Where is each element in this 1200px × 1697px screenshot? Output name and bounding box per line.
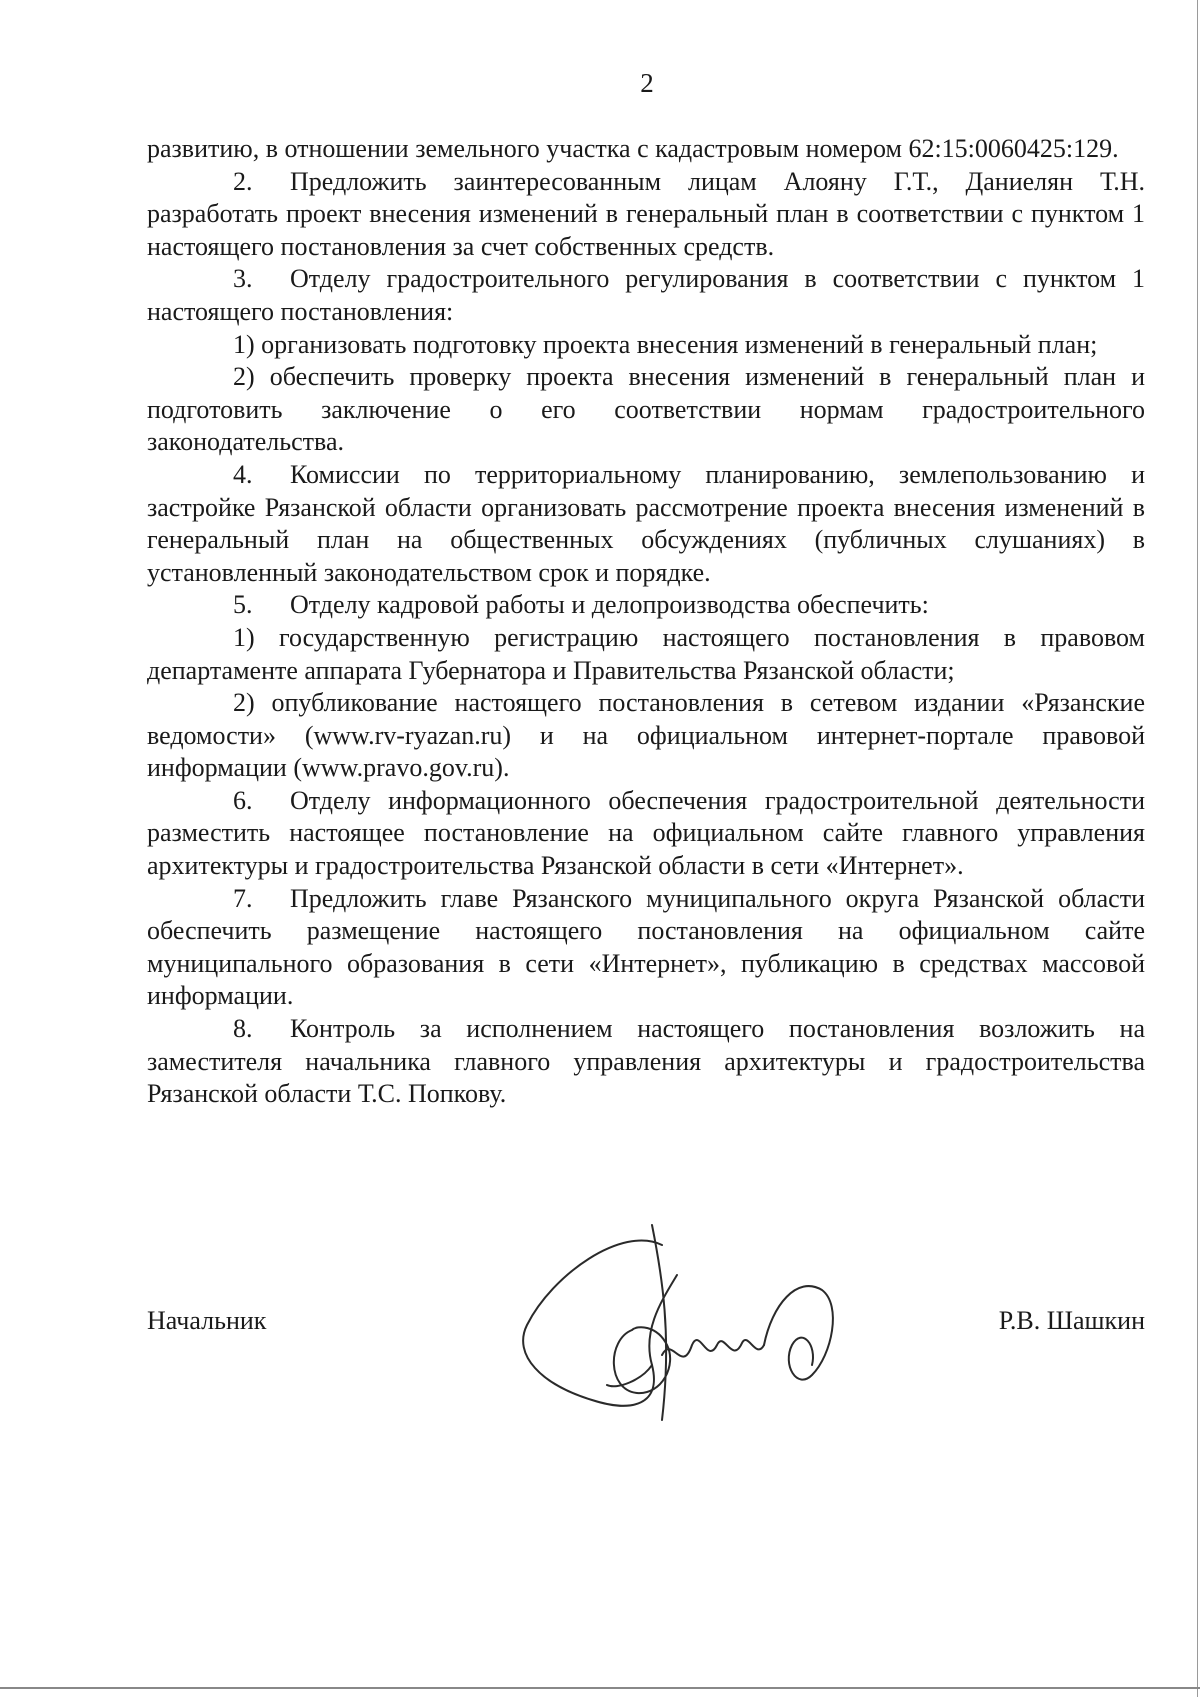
paragraph-continuation: развитию, в отношении земельного участка с кадастровым номером 62:15:0060425:129.: [147, 134, 1119, 163]
paragraph-8: 8. Контроль за исполнением настоящего постановления возложить на заместителя начальника главного управления архитектуры и градостроительства Рязанской области Т.С. Попкову.: [147, 1014, 1145, 1109]
paragraph-5: 5. Отделу кадровой работы и делопроизводства обеспечить:: [233, 590, 929, 620]
paragraph-5-item-2: 2) опубликование настоящего постановления в сетевом издании «Рязанские ведомости» (www.rv-ryazan.ru) и на официальном интернет-портале правовой информации (www.pravo.gov.ru).: [147, 688, 1145, 783]
signatory-name: Р.В. Шашкин: [998, 1306, 1145, 1335]
scan-edge-line: [1197, 0, 1198, 1697]
document-body: [147, 133, 1145, 1111]
paragraph-4: 4. Комиссии по территориальному планированию, землепользованию и застройке Рязанской области организовать рассмотрение проекта внесения изменений в генеральный план на общественных обсуждениях (публичных слушаниях) в установленный законодательством срок и порядке.: [147, 459, 1145, 587]
paragraph-3-item-1: 1) организовать подготовку проекта внесения изменений в генеральный план;: [233, 329, 1098, 359]
scan-bottom-line: [0, 1687, 1200, 1689]
signature-block: [147, 1296, 1145, 1356]
signatory-title: Начальник: [147, 1306, 267, 1335]
paragraph-5-item-1: 1) государственную регистрацию настоящего постановления в правовом департаменте аппарата Губернатора и Правительства Рязанской области;: [147, 622, 1145, 685]
paragraph-3-item-2: 2) обеспечить проверку проекта внесения изменений в генеральный план и подготовить заключение о его соответствии нормам градостроительного законодательства.: [147, 362, 1145, 457]
paragraph-6: 6. Отделу информационного обеспечения градостроительной деятельности разместить настоящее постановление на официальном сайте главного управления архитектуры и градостроительства Рязанской области в сети «Интернет».: [147, 785, 1145, 881]
paragraph-2: 2. Предложить заинтересованным лицам Алояну Г.Т., Даниелян Т.Н. разработать проект внесения изменений в генеральный план в соответствии с пунктом 1 настоящего постановления за счет собственных средств.: [147, 166, 1145, 261]
page-number: 2: [640, 68, 654, 98]
paragraph-7: 7. Предложить главе Рязанского муниципального округа Рязанской области обеспечить размещение настоящего постановления на официальном сайте муниципального образования в сети «Интернет», публикацию в средствах массовой информации.: [147, 883, 1145, 1011]
paragraph-3: 3. Отделу градостроительного регулирования в соответствии с пунктом 1 настоящего постановления:: [147, 264, 1145, 326]
